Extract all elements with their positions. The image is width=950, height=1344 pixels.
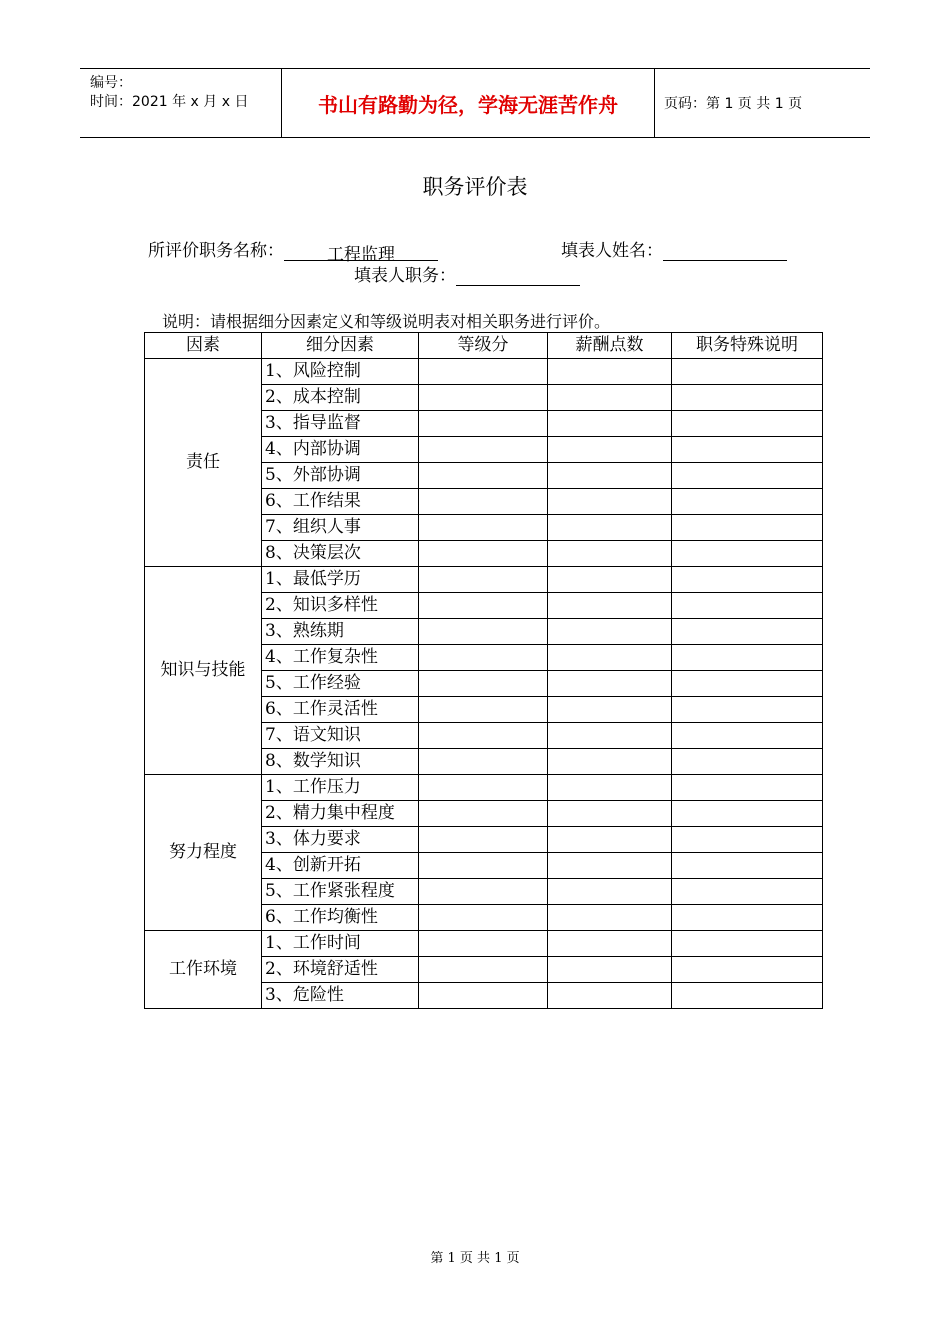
filler-position-field [354, 261, 580, 286]
sub-factor-cell: 1、最低学历 [262, 567, 419, 593]
grade-score-cell[interactable] [419, 359, 548, 385]
factor-category-cell: 努力程度 [145, 775, 262, 931]
salary-points-cell[interactable] [548, 827, 672, 853]
salary-points-cell[interactable] [548, 697, 672, 723]
grade-score-cell[interactable] [419, 749, 548, 775]
sub-factor-cell: 8、决策层次 [262, 541, 419, 567]
salary-points-cell[interactable] [548, 671, 672, 697]
sub-factor-cell: 4、创新开拓 [262, 853, 419, 879]
salary-points-cell[interactable] [548, 567, 672, 593]
job-name-label: 所评价职务名称： [148, 241, 284, 261]
sub-factor-cell: 1、风险控制 [262, 359, 419, 385]
filler-position-value[interactable] [456, 265, 580, 286]
factor-category-cell: 工作环境 [145, 931, 262, 1009]
special-notes-cell[interactable] [672, 879, 823, 905]
grade-score-cell[interactable] [419, 723, 548, 749]
salary-points-cell[interactable] [548, 957, 672, 983]
grade-score-cell[interactable] [419, 827, 548, 853]
special-notes-cell[interactable] [672, 489, 823, 515]
grade-score-cell[interactable] [419, 541, 548, 567]
sub-factor-cell: 4、内部协调 [262, 437, 419, 463]
grade-score-cell[interactable] [419, 515, 548, 541]
special-notes-cell[interactable] [672, 827, 823, 853]
instruction-note: 说明：请根据细分因素定义和等级说明表对相关职务进行评价。 [162, 312, 611, 331]
sub-factor-cell: 2、知识多样性 [262, 593, 419, 619]
sub-factor-cell: 5、外部协调 [262, 463, 419, 489]
salary-points-cell[interactable] [548, 385, 672, 411]
serial-label: 编号： [90, 75, 132, 91]
salary-points-cell[interactable] [548, 931, 672, 957]
table-row [145, 775, 823, 801]
table-row [145, 359, 823, 385]
header-salary-points: 薪酬点数 [548, 333, 672, 359]
sub-factor-cell: 7、组织人事 [262, 515, 419, 541]
sub-factor-cell: 6、工作灵活性 [262, 697, 419, 723]
sub-factor-cell: 5、工作经验 [262, 671, 419, 697]
grade-score-cell[interactable] [419, 931, 548, 957]
salary-points-cell[interactable] [548, 515, 672, 541]
special-notes-cell[interactable] [672, 853, 823, 879]
sub-factor-cell: 2、精力集中程度 [262, 801, 419, 827]
special-notes-cell[interactable] [672, 385, 823, 411]
sub-factor-cell: 6、工作结果 [262, 489, 419, 515]
grade-score-cell[interactable] [419, 619, 548, 645]
grade-score-cell[interactable] [419, 775, 548, 801]
salary-points-cell[interactable] [548, 437, 672, 463]
sub-factor-cell: 5、工作紧张程度 [262, 879, 419, 905]
salary-points-cell[interactable] [548, 463, 672, 489]
special-notes-cell[interactable] [672, 515, 823, 541]
table-body [145, 359, 823, 1009]
salary-points-cell[interactable] [548, 619, 672, 645]
evaluation-table [144, 332, 823, 1009]
header-motto: 书山有路勤为径，学海无涯苦作舟 [282, 69, 655, 137]
filler-name-value[interactable] [663, 240, 787, 261]
header-meta-cell [80, 69, 282, 137]
sub-factor-cell: 3、指导监督 [262, 411, 419, 437]
table-row [145, 931, 823, 957]
sub-factor-cell: 1、工作时间 [262, 931, 419, 957]
salary-points-cell[interactable] [548, 359, 672, 385]
sub-factor-cell: 4、工作复杂性 [262, 645, 419, 671]
factor-category-cell: 知识与技能 [145, 567, 262, 775]
salary-points-cell[interactable] [548, 879, 672, 905]
grade-score-cell[interactable] [419, 697, 548, 723]
salary-points-cell[interactable] [548, 775, 672, 801]
grade-score-cell[interactable] [419, 463, 548, 489]
grade-score-cell[interactable] [419, 983, 548, 1009]
header-special-notes: 职务特殊说明 [672, 333, 823, 359]
sub-factor-cell: 3、危险性 [262, 983, 419, 1009]
special-notes-cell[interactable] [672, 983, 823, 1009]
sub-factor-cell: 1、工作压力 [262, 775, 419, 801]
grade-score-cell[interactable] [419, 671, 548, 697]
table-row [145, 567, 823, 593]
special-notes-cell[interactable] [672, 593, 823, 619]
job-name-field [148, 236, 438, 265]
grade-score-cell[interactable] [419, 385, 548, 411]
salary-points-cell[interactable] [548, 749, 672, 775]
grade-score-cell[interactable] [419, 411, 548, 437]
salary-points-cell[interactable] [548, 723, 672, 749]
salary-points-cell[interactable] [548, 411, 672, 437]
filler-name-field [561, 236, 787, 261]
grade-score-cell[interactable] [419, 645, 548, 671]
special-notes-cell[interactable] [672, 905, 823, 931]
filler-name-label: 填表人姓名： [561, 241, 663, 261]
special-notes-cell[interactable] [672, 567, 823, 593]
special-notes-cell[interactable] [672, 463, 823, 489]
salary-points-cell[interactable] [548, 983, 672, 1009]
table-header-row [145, 333, 823, 359]
grade-score-cell[interactable] [419, 905, 548, 931]
grade-score-cell[interactable] [419, 567, 548, 593]
page-footer: 第 1 页 共 1 页 [430, 1251, 520, 1266]
grade-score-cell[interactable] [419, 853, 548, 879]
salary-points-cell[interactable] [548, 489, 672, 515]
special-notes-cell[interactable] [672, 411, 823, 437]
grade-score-cell[interactable] [419, 593, 548, 619]
special-notes-cell[interactable] [672, 931, 823, 957]
special-notes-cell[interactable] [672, 645, 823, 671]
salary-points-cell[interactable] [548, 905, 672, 931]
special-notes-cell[interactable] [672, 541, 823, 567]
sub-factor-cell: 3、熟练期 [262, 619, 419, 645]
grade-score-cell[interactable] [419, 437, 548, 463]
grade-score-cell[interactable] [419, 489, 548, 515]
sub-factor-cell: 6、工作均衡性 [262, 905, 419, 931]
sub-factor-cell: 3、体力要求 [262, 827, 419, 853]
grade-score-cell[interactable] [419, 879, 548, 905]
special-notes-cell[interactable] [672, 619, 823, 645]
header-grade-score: 等级分 [419, 333, 548, 359]
salary-points-cell[interactable] [548, 801, 672, 827]
salary-points-cell[interactable] [548, 853, 672, 879]
special-notes-cell[interactable] [672, 671, 823, 697]
salary-points-cell[interactable] [548, 593, 672, 619]
sub-factor-cell: 2、环境舒适性 [262, 957, 419, 983]
grade-score-cell[interactable] [419, 957, 548, 983]
header-sub-factor: 细分因素 [262, 333, 419, 359]
special-notes-cell[interactable] [672, 697, 823, 723]
factor-category-cell: 责任 [145, 359, 262, 567]
special-notes-cell[interactable] [672, 723, 823, 749]
header-page-info: 页码：第 1 页 共 1 页 [664, 96, 803, 112]
filler-position-label: 填表人职务： [354, 266, 456, 286]
special-notes-cell[interactable] [672, 359, 823, 385]
header-factor: 因素 [145, 333, 262, 359]
job-name-value[interactable]: 工程监理 [284, 240, 438, 261]
special-notes-cell[interactable] [672, 437, 823, 463]
special-notes-cell[interactable] [672, 801, 823, 827]
sub-factor-cell: 2、成本控制 [262, 385, 419, 411]
grade-score-cell[interactable] [419, 801, 548, 827]
document-header [80, 68, 870, 138]
special-notes-cell[interactable] [672, 749, 823, 775]
sub-factor-cell: 8、数学知识 [262, 749, 419, 775]
sub-factor-cell: 7、语文知识 [262, 723, 419, 749]
special-notes-cell[interactable] [672, 775, 823, 801]
page-title: 职务评价表 [422, 175, 528, 199]
date-label: 时间：2021 年 x 月 x 日 [90, 94, 249, 110]
special-notes-cell[interactable] [672, 957, 823, 983]
salary-points-cell[interactable] [548, 645, 672, 671]
salary-points-cell[interactable] [548, 541, 672, 567]
